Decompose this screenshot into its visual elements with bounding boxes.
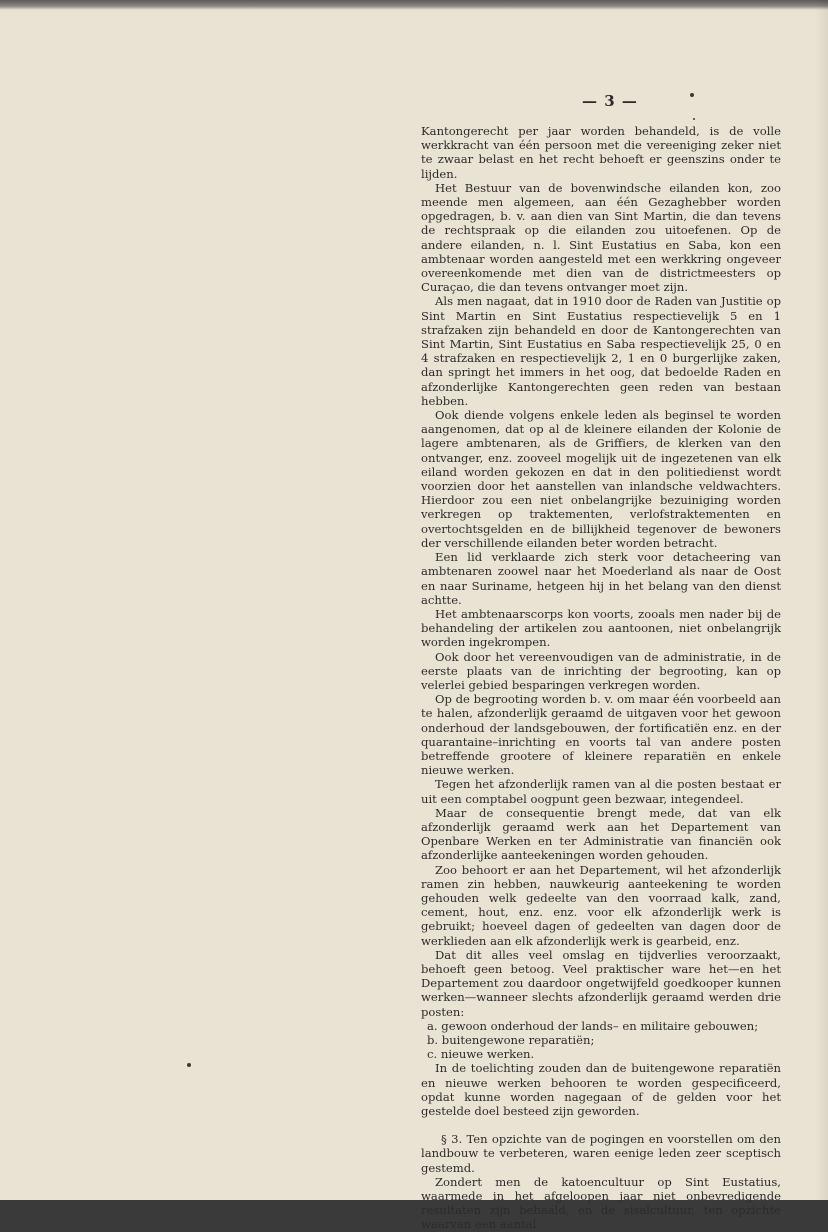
section-paragraph: Zondert men de katoencultuur op Sint Eustatius, waarmede in het afgeloopen jaar niet onbevredigende resultaten zijn behaald, en de sisalcultuur, ten opzichte waarvan een aantal [421,1174,781,1232]
paragraph: Tegen het afzonderlijk ramen van al die posten bestaat er uit een comptabel oogpunt geen bezwaar, integendeel. [421,777,781,806]
paragraph: Ook diende volgens enkele leden als beginsel te worden aangenomen, dat op al de kleinere eilanden der Kolonie de lagere ambtenaren, als de Griffiers, de klerken van den ontvanger, enz. zooveel mogelijk uit de ingezetenen van elk eiland worden gekozen en dat in den politiedienst wordt voorzien door het aanstellen van inlandsche veldwachters. Hierdoor zou een niet onbelangrijke bezuiniging worden verkregen op traktementen, verlofstraktementen en overtochtsgelden en de billijkheid tegenover de bewoners der verschillende eilanden beter worden betracht. [421,408,781,550]
section-3-heading-paragraph: § 3. Ten opzichte van de pogingen en voorstellen om den landbouw te verbeteren, waren eenige leden zeer sceptisch gestemd. [421,1132,781,1175]
paragraph: Maar de consequentie brengt mede, dat van elk afzonderlijk geraamd werk aan het Departement van Openbare Werken en ter Administratie van financiën ook afzonderlijke aanteekeningen worden gehouden. [421,805,781,863]
list-item: c. nieuwe werken. [427,1047,535,1062]
paragraph: Ook door het vereenvoudigen van de administratie, in de eerste plaats van de inrichting der begrooting, kan op velerlei gebied besparingen verkregen worden. [421,649,781,692]
paragraph: Dat dit alles veel omslag en tijdverlies veroorzaakt, behoeft geen betoog. Veel praktischer ware het—en het Departement zou daardoor ongetwijfeld goedkooper kunnen werken—wanneer slechts afzonderlijk geraamd werden drie posten: [421,947,781,1019]
ink-speck [690,93,694,97]
paragraph: Het ambtenaarscorps kon voorts, zooals men nader bij de behandeling der artikelen zou aantoonen, niet onbelangrijk worden ingekrompen. [421,606,781,650]
scan-top-edge [0,0,828,10]
paragraph: Op de begrooting worden b. v. om maar één voorbeeld aan te halen, afzonderlijk geraamd de uitgaven voor het gewoon onderhoud der landsgebouwen, der fortificatiën enz. en der quarantaine–inrichting en voorts tal van andere posten betreffende grootere of kleinere reparatiën en enkele nieuwe werken. [421,692,781,778]
page-fold-shadow [814,0,828,1200]
closing-paragraph: In de toelichting zouden dan de buitengewone reparatiën en nieuwe werken behooren te worden gespecificeerd, opdat kunne worden nagegaan of de gelden voor het gestelde doel besteed zijn geworden. [421,1061,781,1119]
paragraph: Zoo behoort er aan het Departement, wil het afzonderlijk ramen zin hebben, nauwkeurig aanteekening te worden gehouden welk gedeelte van den voorraad kalk, zand, cement, hout, enz. enz. voor elk afzonderlijk werk is gebruikt; hoeveel dagen of gedeelten van dagen door de werklieden aan elk afzonderlijk werk is gearbeid, enz. [421,862,781,948]
paragraph: Het Bestuur van de bovenwindsche eilanden kon, zoo meende men algemeen, aan één Gezaghebber worden opgedragen, b. v. aan dien van Sint Martin, die dan tevens de rechtspraak op die eilanden zou uitoefenen. Op de andere eilanden, n. l. Sint Eustatius en Saba, kon een ambtenaar worden aangesteld met een werkkring ongeveer overeenkomende met dien van de districtmeesters op Curaçao, die dan tevens ontvanger moet zijn. [421,180,781,295]
body-text [421,124,781,1232]
ink-speck [693,118,695,120]
paragraph: Kantongerecht per jaar worden behandeld, is de volle werkkracht van één persoon met die vereeniging zeker niet te zwaar belast en het recht behoeft er geenszins onder te lijden. [421,124,781,181]
list-item: a. gewoon onderhoud der lands– en militaire gebouwen; [427,1018,759,1033]
list-item: b. buitengewone reparatiën; [427,1033,595,1047]
page-number: — 3 — [582,92,638,110]
ink-speck [187,1063,191,1067]
paragraph: Een lid verklaarde zich sterk voor detacheering van ambtenaren zoowel naar het Moederland als naar de Oost en naar Suriname, hetgeen hij in het belang van den dienst achtte. [421,550,781,607]
paragraph: Als men nagaat, dat in 1910 door de Raden van Justitie op Sint Martin en Sint Eustatius respectievelijk 5 en 1 strafzaken zijn behandeld en door de Kantongerechten van Sint Martin, Sint Eustatius en Saba respectievelijk 25, 0 en 4 strafzaken en respectievelijk 2, 1 en 0 burgerlijke zaken, dan springt het immers in het oog, dat bedoelde Raden en afzonderlijke Kantongerechten geen reden van bestaan hebben. [421,294,781,408]
